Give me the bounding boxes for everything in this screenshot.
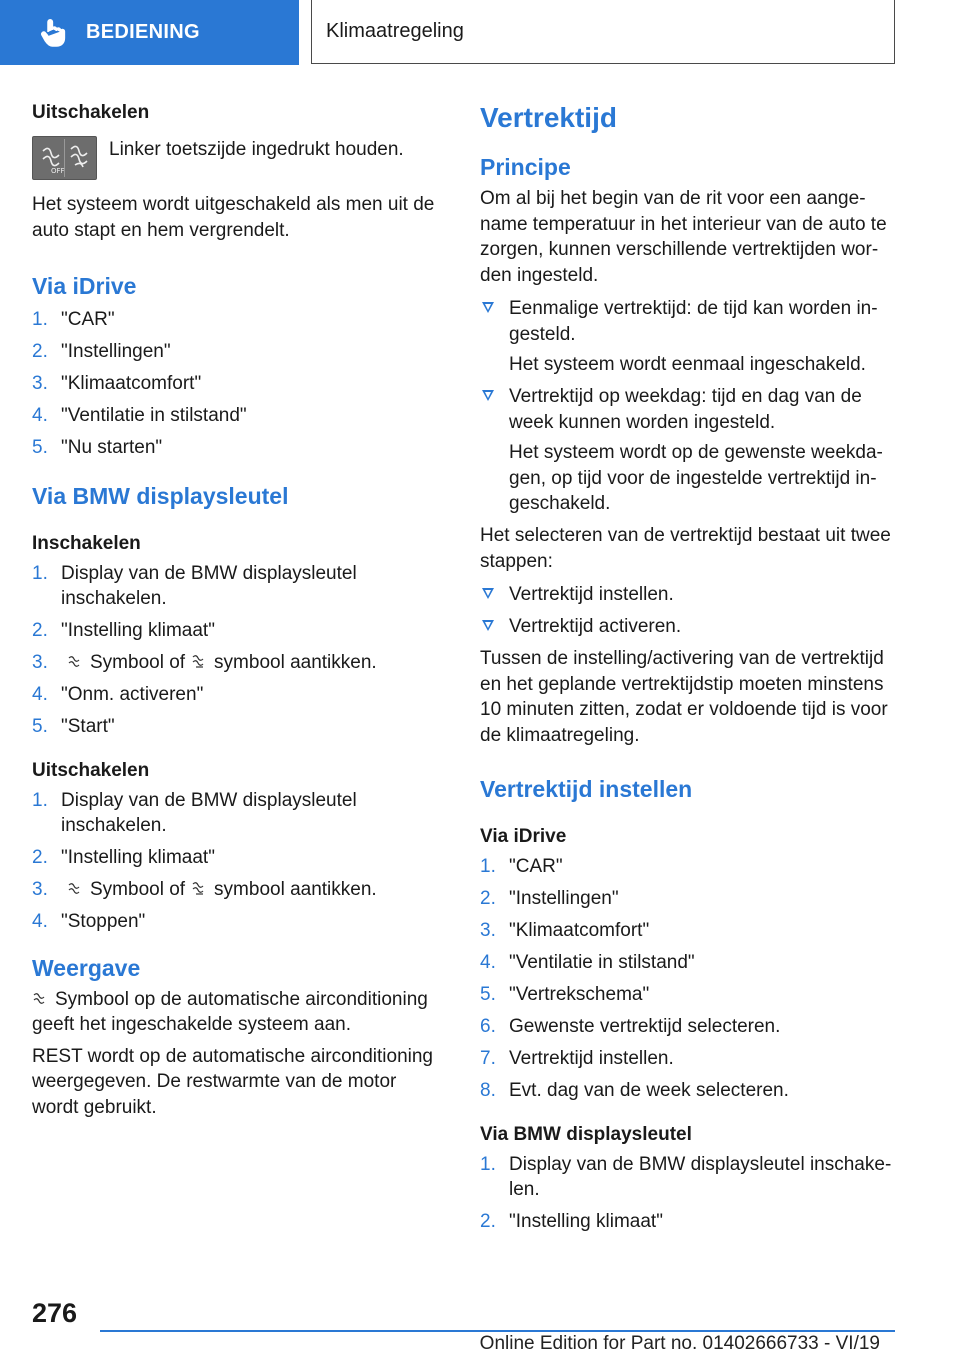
list-item: 2. "Instelling klimaat" bbox=[32, 847, 215, 868]
list-item: 7. Vertrektijd instellen. bbox=[480, 1048, 674, 1069]
list-item: Eenmalige vertrektijd: de tijd kan worden ingesteld. Het systeem wordt eenmaal ingeschakeld. bbox=[480, 296, 898, 378]
heading-principe: Principe bbox=[480, 154, 571, 180]
bullet-triangle-icon bbox=[482, 588, 494, 599]
key-off-steps bbox=[32, 788, 442, 935]
hand-pointer-icon bbox=[40, 18, 66, 48]
list-item: 5. "Start" bbox=[32, 716, 115, 737]
list-item: 2. "Instelling klimaat" bbox=[480, 1211, 663, 1232]
paragraph-interval: Tussen de instelling/activering van de vertrektijd en het geplande vertrektijdstip moeten minstens 10 minuten zitten, zodat er voldoende tijd is voor de klimaatregeling. bbox=[480, 648, 888, 746]
bullet-triangle-icon bbox=[482, 620, 494, 631]
heading-via-key-2: Via BMW displaysleutel bbox=[480, 1123, 692, 1145]
list-item: 4. "Ventilatie in stilstand" bbox=[480, 952, 695, 973]
fan-off-icon bbox=[33, 137, 96, 179]
list-item: 3. Symbool of symbool aantikken. bbox=[32, 652, 377, 673]
list-item: 5. "Nu starten" bbox=[32, 437, 163, 458]
heading-via-idrive: Via iDrive bbox=[32, 273, 137, 299]
list-item: Vertrektijd instellen. bbox=[480, 582, 898, 608]
bullet-triangle-icon bbox=[482, 390, 494, 401]
idrive-steps bbox=[32, 307, 442, 461]
list-item: 2. "Instellingen" bbox=[32, 341, 171, 362]
set-time-key-steps bbox=[480, 1152, 898, 1235]
heading-via-key: Via BMW displaysleutel bbox=[32, 482, 289, 509]
page-number: 276 bbox=[32, 1298, 78, 1328]
paragraph-principe: Om al bij het begin van de rit voor een aangename temperatuur in het interieur van de auto te zorgen, kunnen verschillende vertrektijden worden ingesteld. bbox=[480, 188, 887, 286]
footer-divider bbox=[100, 1330, 895, 1332]
heading-via-idrive-2: Via iDrive bbox=[480, 826, 567, 847]
list-item: 1. Display van de BMW displaysleutel inschakelen. bbox=[480, 1153, 892, 1200]
list-item: 3. "Klimaatcomfort" bbox=[480, 920, 650, 941]
fan-rest-symbol-icon bbox=[191, 653, 208, 670]
key-on-steps bbox=[32, 561, 442, 740]
list-item: Vertrektijd op weekdag: tijd en dag van de week kunnen worden ingesteld. Het systeem wordt op de gewenste weekdagen, op tijd voor de ingestelde vertrektijd ingeschakeld. bbox=[480, 384, 898, 517]
right-column bbox=[480, 100, 898, 1241]
set-time-idrive-steps bbox=[480, 854, 898, 1104]
list-item: 2. "Instelling klimaat" bbox=[32, 620, 215, 641]
heading-uitschakelen-2: Uitschakelen bbox=[32, 759, 150, 781]
fan-symbol-icon bbox=[32, 990, 49, 1007]
list-item: 6. Gewenste vertrektijd selecteren. bbox=[480, 1016, 781, 1037]
paragraph-steps: Het selecteren van de vertrektijd bestaat uit twee stappen: bbox=[480, 525, 891, 572]
bullet-triangle-icon bbox=[482, 302, 494, 313]
list-item: 1. "CAR" bbox=[480, 856, 563, 877]
footer-edition: Online Edition for Part no. 01402666733 - VI/19 bbox=[479, 1333, 880, 1354]
fan-rest-symbol-icon bbox=[191, 880, 208, 897]
list-item: 3. Symbool of symbool aantikken. bbox=[32, 879, 377, 900]
button-instruction: Linker toetszijde ingedrukt houden. bbox=[109, 139, 404, 160]
fan-button-image bbox=[32, 136, 97, 180]
list-item: 8. Evt. dag van de week selecteren. bbox=[480, 1080, 789, 1101]
heading-weergave: Weergave bbox=[32, 954, 141, 981]
heading-vertrektijd: Vertrektijd bbox=[480, 102, 617, 133]
heading-uitschakelen: Uitschakelen bbox=[32, 102, 150, 123]
steps-list bbox=[480, 582, 898, 640]
heading-inschakelen: Inschakelen bbox=[32, 532, 141, 554]
heading-vertrektijd-instellen: Vertrektijd instellen bbox=[480, 776, 693, 802]
list-item: 1. "CAR" bbox=[32, 309, 115, 330]
departure-types bbox=[480, 296, 898, 517]
paragraph-off-info: Het systeem wordt uitgeschakeld als men uit de auto stapt en hem vergrendelt. bbox=[32, 194, 435, 241]
section-tab bbox=[0, 0, 299, 65]
list-item: 1. Display van de BMW displaysleutel inschakelen. bbox=[32, 789, 357, 836]
svg-text:OFF: OFF bbox=[51, 167, 65, 175]
paragraph-weergave-1: Symbool op de automatische airconditioning geeft het ingeschakelde systeem aan. bbox=[32, 988, 428, 1035]
list-item: 4. "Onm. activeren" bbox=[32, 684, 204, 705]
list-item: 1. Display van de BMW displaysleutel inschakelen. bbox=[32, 562, 357, 609]
list-item: 3. "Klimaatcomfort" bbox=[32, 373, 202, 394]
left-column bbox=[32, 100, 442, 1120]
chapter-title: Klimaatregeling bbox=[311, 0, 895, 64]
paragraph-weergave-2: REST wordt op de automatische airconditioning weergegeven. De restwarmte van de motor wordt gebruikt. bbox=[32, 1045, 433, 1118]
list-item: 2. "Instellingen" bbox=[480, 888, 619, 909]
list-item: 4. "Stoppen" bbox=[32, 911, 146, 932]
fan-symbol-icon bbox=[67, 880, 84, 897]
list-item: 5. "Vertrekschema" bbox=[480, 984, 650, 1005]
fan-symbol-icon bbox=[67, 653, 84, 670]
list-item: Vertrektijd activeren. bbox=[480, 614, 898, 640]
section-label: BEDIENING bbox=[86, 21, 200, 43]
list-item: 4. "Ventilatie in stilstand" bbox=[32, 405, 247, 426]
